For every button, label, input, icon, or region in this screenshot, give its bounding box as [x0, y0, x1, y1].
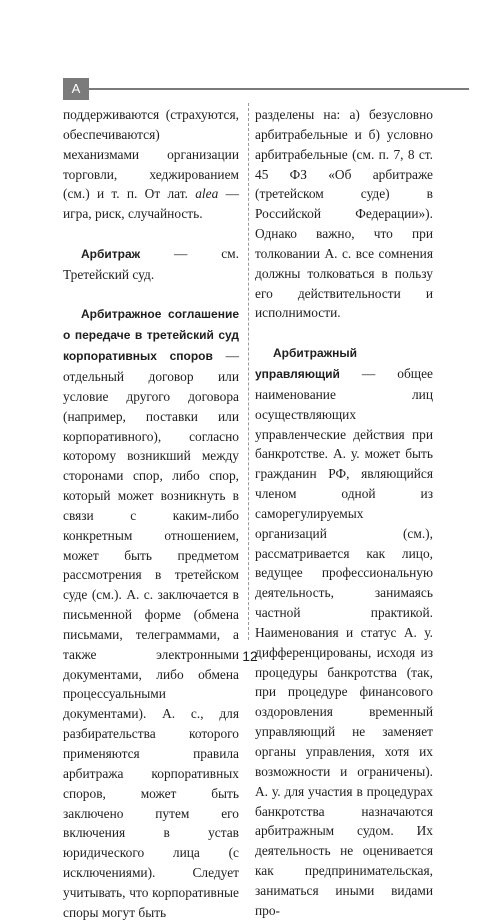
paragraph-text: разделены на: а) безусловно арбитрабельные и б) условно арбитрабельные (см. п. 7, 8 ст. 45 ФЗ «Об арбитраже (третейском суде) в Российской Федерации»). Однако важно, что при толковании А. с. все сомнения должны толковаться в пользу его действительности и исполнимости.	[255, 107, 433, 321]
entry-text: — отдельный договор или условие другого договора (например, поставки или корпоративного), согласно которому возникший между сторонами спор, либо спор, который может возникнуть в связи с каким-либо конкретным отношением, может быть предметом рассмотрения в третейском суде (см.). А. с. заключается в письменной форме (обмена письмами, телеграммами, а также электронными документами, либо обмена процессуальными документами). А. с., для разбирательства которого применяются правила арбитража корпоративных споров, может быть заключено путем его включения в устав юридического лица (с исключениями). Следует учитывать, что корпоративные споры могут быть	[63, 348, 239, 920]
entry-text: — см. Третейский суд.	[63, 245, 239, 282]
entry-arbitration-agreement	[63, 304, 239, 922]
paragraph-alea	[63, 105, 239, 224]
entry-arbitrazh	[63, 244, 239, 285]
latin-word: alea	[195, 186, 219, 202]
section-letter-tab: А	[63, 78, 89, 100]
entry-text: — общее наименование лиц осуществляющих управленческие действия при банкротстве. А. у. может быть гражданин РФ, являющийся членом одной из саморегулируемых организаций (см.), рассматривается как лицо, ведущее профессиональную деятельность, занимаясь частной практикой. Наименования и статус А. у. дифференцированы, исходя из процедуры банкротства (так, при процедуре финансового оздоровления временный управляющий не заменяет органы управления, хотя их возможности и ограничены). А. у. для участия в процедурах банкротства назначаются арбитражным судом. Их деятельность не оценивается как предпринимательская, заниматься иными видами про-	[255, 365, 433, 918]
header-rule	[89, 88, 469, 90]
left-column	[63, 105, 239, 923]
paragraph-text: поддерживаются (страхуются, обеспечиваются) механизмами организации торговли, хеджированием (см.) и т. п. От лат.	[63, 107, 239, 202]
entry-term: Арбитражный управляющий	[255, 346, 358, 381]
entry-term: Арбитраж	[81, 246, 141, 261]
page-number: 12	[242, 648, 258, 664]
entry-arbitration-manager	[255, 343, 433, 920]
paragraph-continuation	[255, 105, 433, 323]
entry-term: Арбитражное соглашение о передаче в третейский суд корпоративных споров	[63, 307, 239, 364]
column-divider	[248, 103, 249, 640]
right-column	[255, 105, 433, 921]
page-header	[0, 78, 500, 100]
paragraph-text: — игра, риск, случайность.	[63, 186, 239, 222]
